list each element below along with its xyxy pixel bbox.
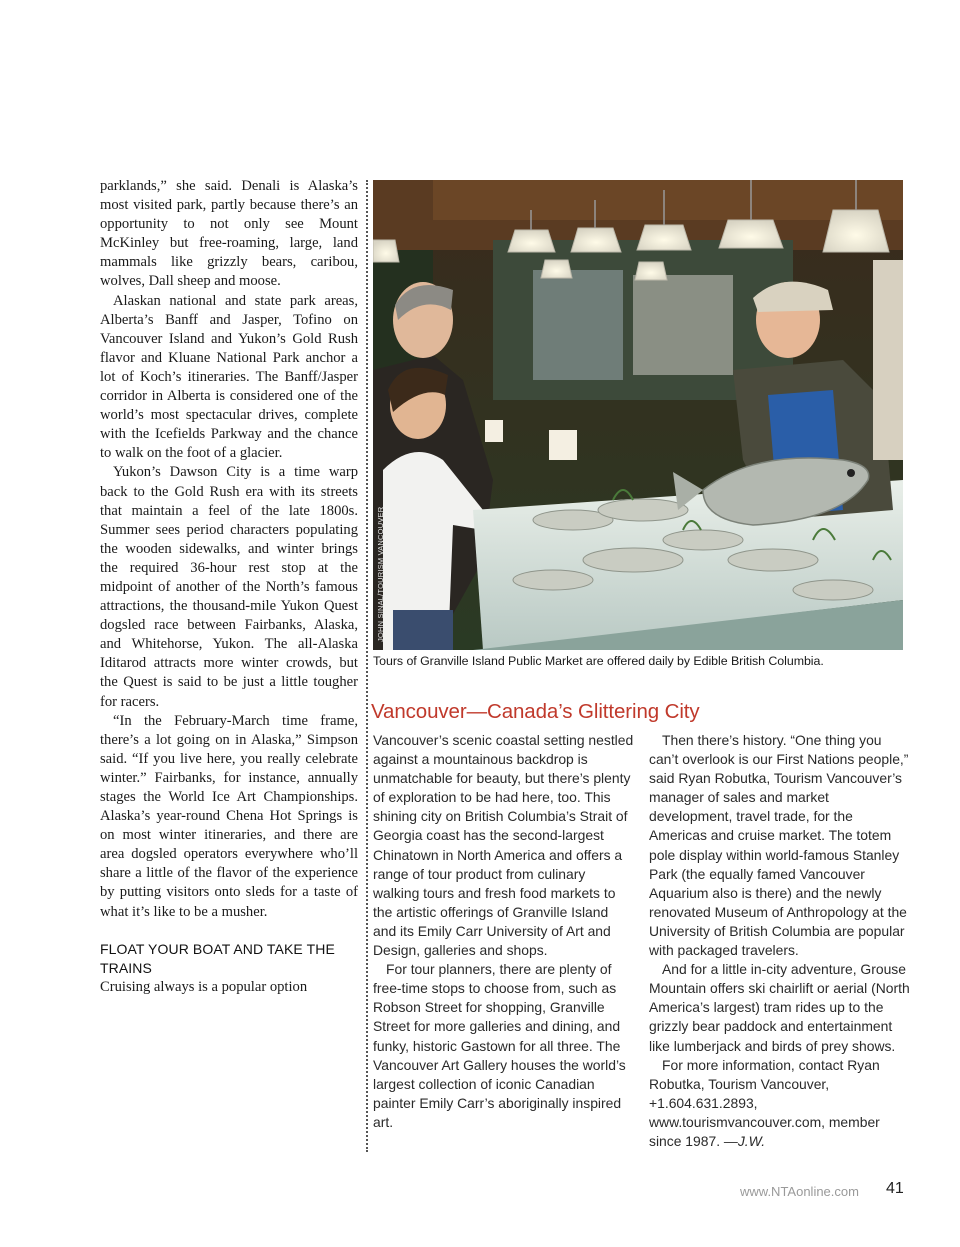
photo-credit: JOHN SINAL/TOURISM VANCOUVER [376,506,385,642]
sidebar-column-1 [373,731,635,1132]
body-paragraph: Cruising always is a popular option [100,978,308,995]
contact-text: For more information, contact Ryan Robutka, Tourism Vancouver, +1.604.631.2893, www.tourismvancouver.com, member since 1987. [649,1056,880,1149]
sidebar-paragraph [649,1056,911,1151]
body-paragraph: Alaskan national and state park areas, Alberta’s Banff and Jasper, Tofino on Vancouver Island and Yukon’s Gold Rush flavor and Kluane National Park anchor a lot of Koch’s itineraries. The Banff/Jasper corridor in Alberta is considered one of the world’s most spectacular drives, complete with the Icefields Parkway and the chance to walk on the foot of a glacier. [100,292,358,462]
sidebar-paragraph: And for a little in-city adventure, Grouse Mountain offers ski chairlift or aerial (North America’s largest) tram rides up to the grizzly bear paddock and entertainment like lumberjack and birds of prey shows. [649,961,910,1054]
author-signature: —J.W. [723,1132,766,1149]
market-photo [373,180,903,650]
sidebar-paragraph: Then there’s history. “One thing you can’t overlook is our First Nations people,” said Ryan Robutka, Tourism Vancouver’s manager of sales and market development, travel trade, for the Americas and cruise market. The totem pole display within world-famous Stanley Park (the equally famed Vancouver Aquarium also is there) and the newly renovated Museum of Anthropology at the University of British Columbia are popular with packaged travelers. [649,732,909,959]
page-number: 41 [886,1180,904,1197]
section-subhead: FLOAT YOUR BOAT AND TAKE THE TRAINS [100,940,335,976]
sidebar-paragraph: Vancouver’s scenic coastal setting nestled against a mountainous backdrop is unmatchable for beauty, but there’s plenty of exploration to be had here, too. This shining city on British Columbia’s Strait of Georgia coast has the second-largest Chinatown in North America and offers a range of tour product from culinary walking tours and fresh food markets to the artistic offerings of Granville Island and its Emily Carr University of Art and Design, galleries and shops. [373,732,634,959]
sidebar-column-2 [649,731,911,1151]
sidebar-paragraph: For tour planners, there are plenty of free-time stops to choose from, such as Robson Street for shopping, Granville Street for more galleries and dining, and funky, historic Gastown for all three. The Vancouver Art Gallery houses the world’s largest collection of iconic Canadian painter Emily Carr’s aboriginally inspired art. [373,961,626,1130]
body-paragraph: “In the February-March time frame, there’s a lot going on in Alaska,” Simpson said. “If you live here, you really celebrate winter.” Fairbanks, for instance, annually stages the World Ice Art Championships. Alaska’s year-round Chena Hot Springs is on most winter itineraries, and there are area dogsled operators everywhere who’ll share a little of the flavor of the experience by putting visitors onto sleds for a taste of what it’s like to be a musher. [100,712,358,920]
left-column [100,177,358,997]
photo-caption: Tours of Granville Island Public Market are offered daily by Edible British Columbia. [373,654,824,668]
footer-url[interactable]: www.NTAonline.com [740,1184,859,1199]
sidebar-title: Vancouver—Canada’s Glittering City [371,700,700,723]
body-paragraph: Yukon’s Dawson City is a time warp back to the Gold Rush era with its streets that maintain a feel of the late 1800s. Summer sees period characters populating the wooden sidewalks, and winter brings the required 36-hour rest stop at the midpoint of another of the North’s famous attractions, the thousand-mile Yukon Quest dogsled race between Fairbanks, Alaska, and Whitehorse, Yukon. The all-Alaska Iditarod attracts more winter crowds, but the Quest is said to be just a little tougher for racers. [100,464,358,710]
column-divider [366,180,368,1152]
body-paragraph: parklands,” she said. Denali is Alaska’s most visited park, partly because there’s an opportunity to not only see Mount McKinley but free-roaming, large, land mammals like grizzly bears, caribou, wolves, Dall sheep and moose. [100,178,358,290]
